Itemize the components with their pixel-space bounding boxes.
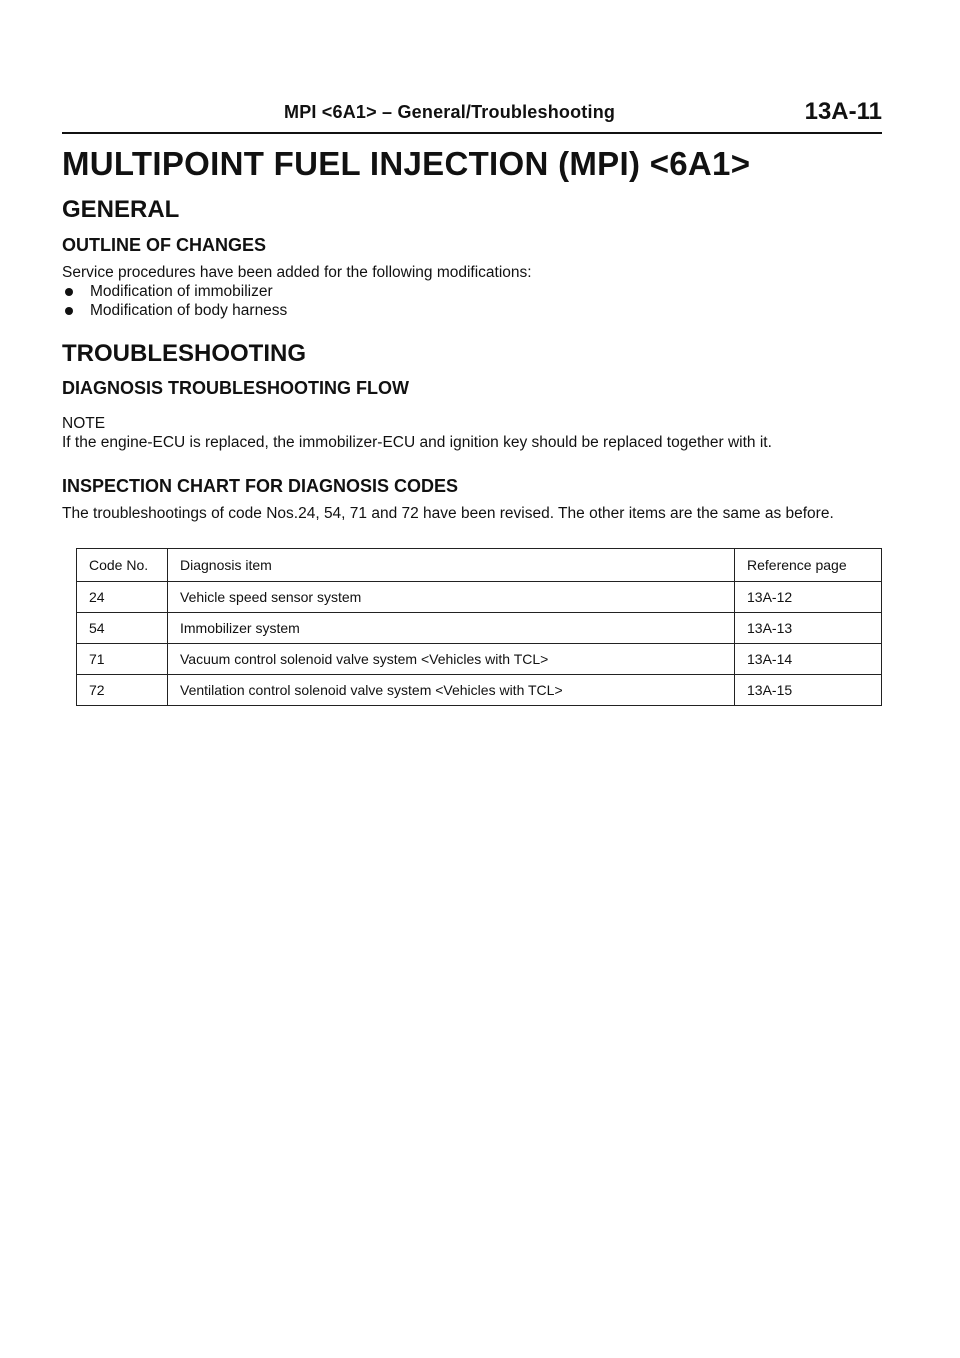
outline-heading: OUTLINE OF CHANGES (62, 235, 267, 255)
outline-intro: Service procedures have been added for the following modifications: (62, 264, 532, 281)
table-row (77, 675, 882, 706)
troubleshooting-heading: TROUBLESHOOTING (62, 340, 306, 367)
list-item (62, 301, 287, 320)
column-header-item: Diagnosis item (168, 549, 735, 582)
bullet-icon (65, 288, 73, 296)
column-header-reference: Reference page (735, 549, 882, 582)
cell-code: 71 (77, 644, 168, 675)
general-heading: GENERAL (62, 196, 180, 223)
list-item-text: Modification of immobilizer (90, 283, 273, 300)
cell-code: 24 (77, 582, 168, 613)
table-row (77, 613, 882, 644)
cell-item: Vacuum control solenoid valve system <Vehicles with TCL> (168, 644, 735, 675)
chart-intro: The troubleshootings of code Nos.24, 54, 71 and 72 have been revised. The other items are the same as before. (62, 505, 834, 522)
cell-code: 72 (77, 675, 168, 706)
note-text: If the engine-ECU is replaced, the immobilizer-ECU and ignition key should be replaced together with it. (62, 434, 772, 451)
header-section-title: MPI <6A1> – General/Troubleshooting (284, 102, 616, 122)
cell-reference: 13A-15 (735, 675, 882, 706)
flow-heading: DIAGNOSIS TROUBLESHOOTING FLOW (62, 378, 409, 398)
list-item (62, 282, 287, 301)
chart-heading: INSPECTION CHART FOR DIAGNOSIS CODES (62, 476, 459, 496)
cell-item: Immobilizer system (168, 613, 735, 644)
cell-reference: 13A-12 (735, 582, 882, 613)
modification-list (62, 282, 287, 320)
cell-item: Vehicle speed sensor system (168, 582, 735, 613)
column-header-code: Code No. (77, 549, 168, 582)
cell-code: 54 (77, 613, 168, 644)
table-row (77, 582, 882, 613)
table-header-row (77, 549, 882, 582)
cell-reference: 13A-14 (735, 644, 882, 675)
list-item-text: Modification of body harness (90, 302, 288, 319)
running-header (62, 98, 882, 134)
header-page-number: 13A-11 (804, 98, 882, 125)
diagnosis-code-table (76, 548, 882, 706)
table-row (77, 644, 882, 675)
cell-reference: 13A-13 (735, 613, 882, 644)
bullet-icon (65, 307, 73, 315)
cell-item: Ventilation control solenoid valve system <Vehicles with TCL> (168, 675, 735, 706)
page-title: MULTIPOINT FUEL INJECTION (MPI) <6A1> (62, 145, 751, 182)
note-label: NOTE (62, 415, 106, 432)
